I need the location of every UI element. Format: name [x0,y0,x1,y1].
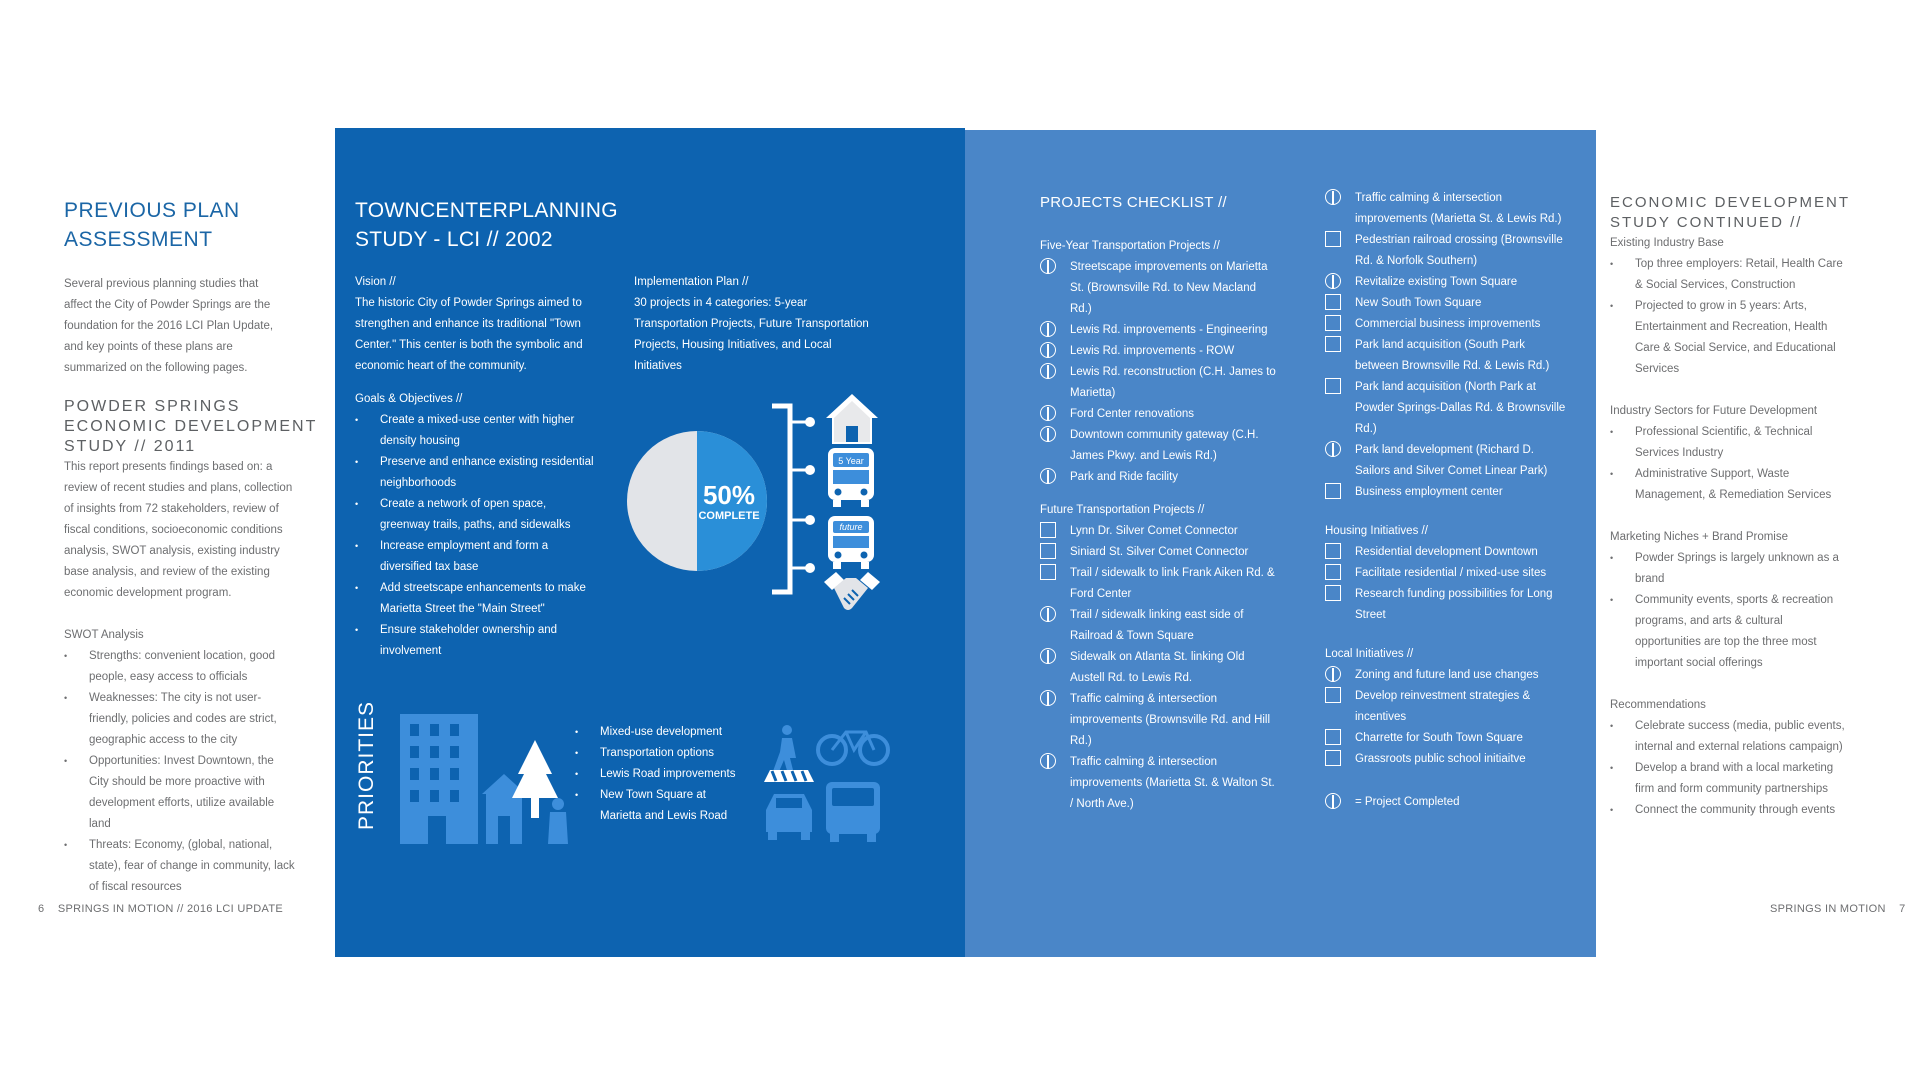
swot-list [64,646,296,898]
checklist-item-label: Lynn Dr. Silver Comet Connector [1070,525,1238,537]
checkbox-icon [1325,231,1341,247]
completion-pie [626,430,768,572]
implementation-block [634,272,874,377]
checklist-item-label: Charrette for South Town Square [1355,732,1523,744]
completed-icon [1040,690,1056,706]
checklist-section-heading: Future Transportation Projects // [1040,504,1205,516]
checklist-item-label: Downtown community gateway (C.H. James Pkwy. and Lewis Rd.) [1070,429,1259,462]
checklist-item [1325,749,1570,770]
checkbox-icon [1325,687,1341,703]
group-list [1610,254,1850,380]
completed-icon [1040,468,1056,484]
checklist-item-label: Ford Center renovations [1070,408,1195,420]
checklist-item-label: Zoning and future land use changes [1355,669,1539,681]
checkbox-icon [1325,378,1341,394]
goals-list [355,410,595,662]
checklist-item [1040,605,1280,647]
completed-icon [1325,189,1341,205]
completed-icon [1040,426,1056,442]
group-heading: Industry Sectors for Future Development [1610,405,1818,417]
list-item: • Preserve and enhance existing residential neighborhoods [355,452,595,494]
checklist-item [1040,404,1280,425]
list-item: • Projected to grow in 5 years: Arts, Entertainment and Recreation, Health Care & Social Service, and Educational Services [1610,296,1850,380]
list-item: • Opportunities: Invest Downtown, the City should be more proactive with development efforts, utilize available land [64,751,296,835]
checklist-item [1325,188,1570,230]
checkbox-icon [1325,564,1341,580]
checklist-item-label: Facilitate residential / mixed-use sites [1355,567,1547,579]
checklist-item [1040,521,1280,542]
list-item: • Top three employers: Retail, Health Care & Social Services, Construction [1610,254,1850,296]
completed-icon [1040,321,1056,337]
bus-icon [826,446,876,508]
list-item: • Develop a brand with a local marketing firm and form community partnerships [1610,758,1850,800]
checklist-item-label: Revitalize existing Town Square [1355,276,1518,288]
vision-text: The historic City of Powder Springs aimed to strengthen and enhance its traditional "Town Center." This center is both the symbolic and economic heart of the community. [355,297,583,372]
right-page [1610,193,1850,821]
checklist-item-label: Lewis Rd. improvements - Engineering [1070,324,1268,336]
left-footer: 6 SPRINGS IN MOTION // 2016 LCI UPDATE [38,903,283,915]
checkbox-icon [1325,543,1341,559]
checklist-item-label: = Project Completed [1355,796,1460,808]
completed-icon [1040,342,1056,358]
list-item: • Increase employment and form a diversified tax base [355,536,595,578]
checklist-item [1325,230,1570,272]
completed-icon [1040,753,1056,769]
checklist-item-label: Residential development Downtown [1355,546,1538,558]
future-icon-label: future [839,522,863,532]
checkbox-icon [1325,750,1341,766]
econ-continued-groups [1610,233,1850,821]
page-title: PREVIOUS PLAN ASSESSMENT [64,199,240,251]
local-heading: Local Initiatives // [1325,648,1414,660]
checkbox-icon [1325,294,1341,310]
completed-icon [1040,405,1056,421]
checklist-item [1325,377,1570,440]
list-item: • Powder Springs is largely unknown as a brand [1610,548,1850,590]
checklist-item [1325,728,1570,749]
implementation-text: 30 projects in 4 categories: 5-year Transportation Projects, Future Transportation Projects, Housing Initiatives, and Local Initiatives [634,297,869,372]
checklist-item-label: Park land acquisition (North Park at Powder Springs-Dallas Rd. & Brownsville Rd.) [1355,381,1566,435]
checklist-item [1325,293,1570,314]
completed-icon [1325,441,1341,457]
checklist-item [1040,563,1280,605]
checklist-item-label: Sidewalk on Atlanta St. linking Old Austell Rd. to Lewis Rd. [1070,651,1245,684]
checklist-item [1040,647,1280,689]
completed-icon [1325,273,1341,289]
checklist-item-label: Siniard St. Silver Comet Connector [1070,546,1249,558]
checklist-item-label: Park land development (Richard D. Sailors and Silver Comet Linear Park) [1355,444,1548,477]
checklist-item-label: Trail / sidewalk to link Frank Aiken Rd. & Ford Center [1070,567,1275,600]
checklist-item [1040,341,1280,362]
house-icon [824,390,880,446]
list-item: • Professional Scientific, & Technical Services Industry [1610,422,1850,464]
group-heading: Marketing Niches + Brand Promise [1610,531,1789,543]
legend [1325,792,1570,813]
checklist-item-label: Park and Ride facility [1070,471,1179,483]
checklist-item [1040,467,1280,488]
group-heading: Existing Industry Base [1610,237,1724,249]
right-footer: SPRINGS IN MOTION 7 [1770,903,1906,915]
checklist-item [1325,482,1570,503]
checklist-item [1325,686,1570,728]
checkbox-icon [1325,336,1341,352]
checklist-item [1040,320,1280,341]
checklist-item-label: Business employment center [1355,486,1503,498]
checkbox-icon [1040,543,1056,559]
group-list [1610,422,1850,506]
pie-percent-label: 50% [702,480,756,510]
list-item: • Weaknesses: The city is not user-friendly, policies and codes are strict, geographic access to the city [64,688,296,751]
checklist-item-label: Trail / sidewalk linking east side of Railroad & Town Square [1070,609,1244,642]
checklist-item-label: Lewis Rd. reconstruction (C.H. James to Marietta) [1070,366,1276,399]
checklist-item-label: Grassroots public school initiaitve [1355,753,1526,765]
list-item: • Connect the community through events [1610,800,1850,821]
econ-study-text: This report presents findings based on: a review of recent studies and plans, collection of insights from 72 stakeholders, review of fiscal conditions, socioeconomic conditions analysis, SWOT analysis, existing industry base analysis, and review of the existing economic development program. [64,461,293,599]
list-item: • Threats: Economy, (global, national, state), fear of change in community, lack of fiscal resources [64,835,296,898]
priorities-label: PRIORITIES [355,700,378,830]
checklist-item [1325,665,1570,686]
list-item: • Strengths: convenient location, good people, easy access to officials [64,646,296,688]
checklist-item-label: Streetscape improvements on Marietta St. (Brownsville Rd. to New Macland Rd.) [1070,261,1268,315]
completed-icon [1040,648,1056,664]
list-item: • Create a mixed-use center with higher density housing [355,410,595,452]
list-item: • Ensure stakeholder ownership and involvement [355,620,595,662]
checkbox-icon [1325,585,1341,601]
pie-complete-label: COMPLETE [698,510,760,522]
checklist-item [1040,362,1280,404]
checklist-item [1040,542,1280,563]
housing-heading: Housing Initiatives // [1325,525,1428,537]
checkbox-icon [1325,315,1341,331]
vision-heading: Vision // [355,276,396,288]
checklist-item-label: Pedestrian railroad crossing (Brownsville Rd. & Norfolk Southern) [1355,234,1563,267]
intro-text: Several previous planning studies that affect the City of Powder Springs are the foundation for the 2016 LCI Plan Update, and key points of these plans are summarized on the following pages. [64,278,274,374]
goals-heading: Goals & Objectives // [355,393,463,405]
checklist-item-label: Research funding possibilities for Long Street [1355,588,1553,621]
checklist-item [1325,314,1570,335]
list-item: • Administrative Support, Waste Management, & Remediation Services [1610,464,1850,506]
list-item: • Lewis Road improvements [575,764,750,785]
checklist-column-2 [1325,188,1570,813]
checklist-item-label: Traffic calming & intersection improvements (Marietta St. & Lewis Rd.) [1355,192,1562,225]
checklist-item [1040,425,1280,467]
econ-continued-title: ECONOMIC DEVELOPMENT STUDY CONTINUED // [1610,194,1850,231]
town-center-title: TOWNCENTERPLANNING STUDY - LCI // 2002 [355,199,618,251]
checklist-item [1040,257,1280,320]
transportation-icons [762,724,892,844]
checklist-item-label: New South Town Square [1355,297,1482,309]
checklist-item-label: Develop reinvestment strategies & incentives [1355,690,1531,723]
bus-icon-label: 5 Year [838,456,864,466]
checklist-title: PROJECTS CHECKLIST // [1040,194,1227,211]
checklist-column-1 [1040,236,1280,815]
list-item: • Transportation options [575,743,750,764]
checklist-item [1040,689,1280,752]
checklist-item-label: Traffic calming & intersection improvements (Marietta St. & Walton St. / North Ave.) [1070,756,1275,810]
checklist-item [1325,272,1570,293]
checklist-item [1040,752,1280,815]
checklist-item [1325,584,1570,626]
vision-block [355,272,594,662]
checklist-item-label: Park land acquisition (South Park between Brownsville Rd. & Lewis Rd.) [1355,339,1550,372]
handshake-icon [822,568,882,618]
completed-icon [1325,793,1341,809]
buildings-icon [400,712,575,844]
checklist-section-heading: Five-Year Transportation Projects // [1040,240,1220,252]
checkbox-icon [1040,564,1056,580]
list-item: • Add streetscape enhancements to make Marietta Street the "Main Street" [355,578,595,620]
list-item: • Mixed-use development [575,722,750,743]
group-heading: Recommendations [1610,699,1706,711]
completed-icon [1040,363,1056,379]
checklist-item-label: Commercial business improvements [1355,318,1541,330]
list-item: • Community events, sports & recreation programs, and arts & cultural opportunities are top the three most important social offerings [1610,590,1850,674]
checklist-item [1325,563,1570,584]
swot-heading: SWOT Analysis [64,629,144,641]
group-list [1610,548,1850,674]
checklist-item [1325,335,1570,377]
checklist-item-label: Lewis Rd. improvements - ROW [1070,345,1235,357]
completed-icon [1040,258,1056,274]
checklist-item [1325,542,1570,563]
implementation-heading: Implementation Plan // [634,276,749,288]
completed-icon [1325,666,1341,682]
checklist-item-label: Traffic calming & intersection improvements (Brownsville Rd. and Hill Rd.) [1070,693,1271,747]
future-bus-icon [826,514,876,570]
econ-study-title: POWDER SPRINGS ECONOMIC DEVELOPMENT STUDY // 2011 [64,398,318,455]
checkbox-icon [1325,483,1341,499]
list-item: • New Town Square at Marietta and Lewis Road [575,785,750,827]
group-list [1610,716,1850,821]
completed-icon [1040,606,1056,622]
list-item: • Create a network of open space, greenway trails, paths, and sidewalks [355,494,595,536]
checkbox-icon [1040,522,1056,538]
checkbox-icon [1325,729,1341,745]
checklist-item [1325,440,1570,482]
list-item: • Celebrate success (media, public events, internal and external relations campaign) [1610,716,1850,758]
left-page [64,196,326,898]
priorities-list [575,722,750,827]
